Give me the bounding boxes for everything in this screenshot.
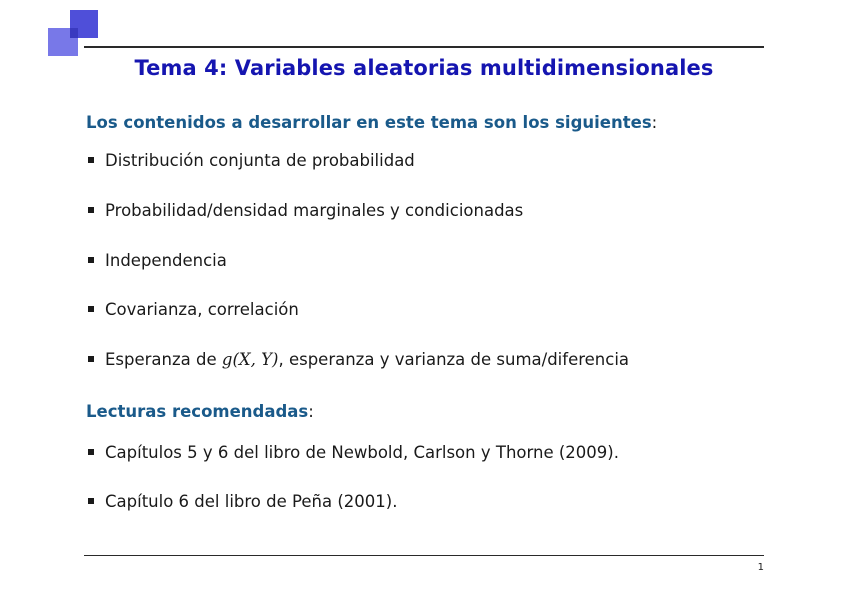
bullet-square-icon bbox=[88, 207, 94, 213]
bullet-square-icon bbox=[88, 257, 94, 263]
math-expression: g(X, Y) bbox=[221, 350, 279, 369]
logo-square-overlap bbox=[70, 28, 78, 38]
bullet-square-icon bbox=[88, 449, 94, 455]
readings-heading-text: Lecturas recomendadas bbox=[86, 402, 309, 421]
footer-rule bbox=[84, 555, 764, 556]
contents-item-text-before: Esperanza de bbox=[105, 350, 222, 369]
contents-list-item bbox=[88, 300, 299, 319]
bullet-square-icon bbox=[88, 356, 94, 362]
contents-heading bbox=[86, 113, 657, 132]
readings-item-text: Capítulo 6 del libro de Peña (2001). bbox=[105, 492, 398, 511]
readings-heading bbox=[86, 402, 314, 421]
page-number: 1 bbox=[757, 562, 764, 573]
contents-item-text: Independencia bbox=[105, 251, 227, 270]
contents-list-item bbox=[88, 201, 523, 220]
readings-heading-colon: : bbox=[308, 402, 314, 421]
contents-list-item bbox=[88, 151, 415, 170]
contents-item-text: Covarianza, correlación bbox=[105, 300, 299, 319]
readings-list-item bbox=[88, 492, 397, 511]
header-rule bbox=[84, 46, 764, 48]
stacked-squares-logo-icon bbox=[48, 10, 102, 56]
contents-item-text: Distribución conjunta de probabilidad bbox=[105, 151, 415, 170]
slide-title: Tema 4: Variables aleatorias multidimensionales bbox=[134, 56, 714, 80]
readings-item-text: Capítulos 5 y 6 del libro de Newbold, Carlson y Thorne (2009). bbox=[105, 443, 619, 462]
readings-list-item bbox=[88, 443, 619, 462]
contents-heading-colon: : bbox=[651, 113, 658, 132]
contents-list-item bbox=[88, 251, 227, 270]
contents-heading-text: Los contenidos a desarrollar en este tema son los siguientes bbox=[86, 113, 652, 132]
contents-item-text: Probabilidad/densidad marginales y condicionadas bbox=[105, 201, 524, 220]
bullet-square-icon bbox=[88, 306, 94, 312]
contents-item-text-after: , esperanza y varianza de suma/diferencia bbox=[278, 350, 630, 369]
contents-list-item bbox=[88, 350, 629, 369]
bullet-square-icon bbox=[88, 157, 94, 163]
bullet-square-icon bbox=[88, 498, 94, 504]
